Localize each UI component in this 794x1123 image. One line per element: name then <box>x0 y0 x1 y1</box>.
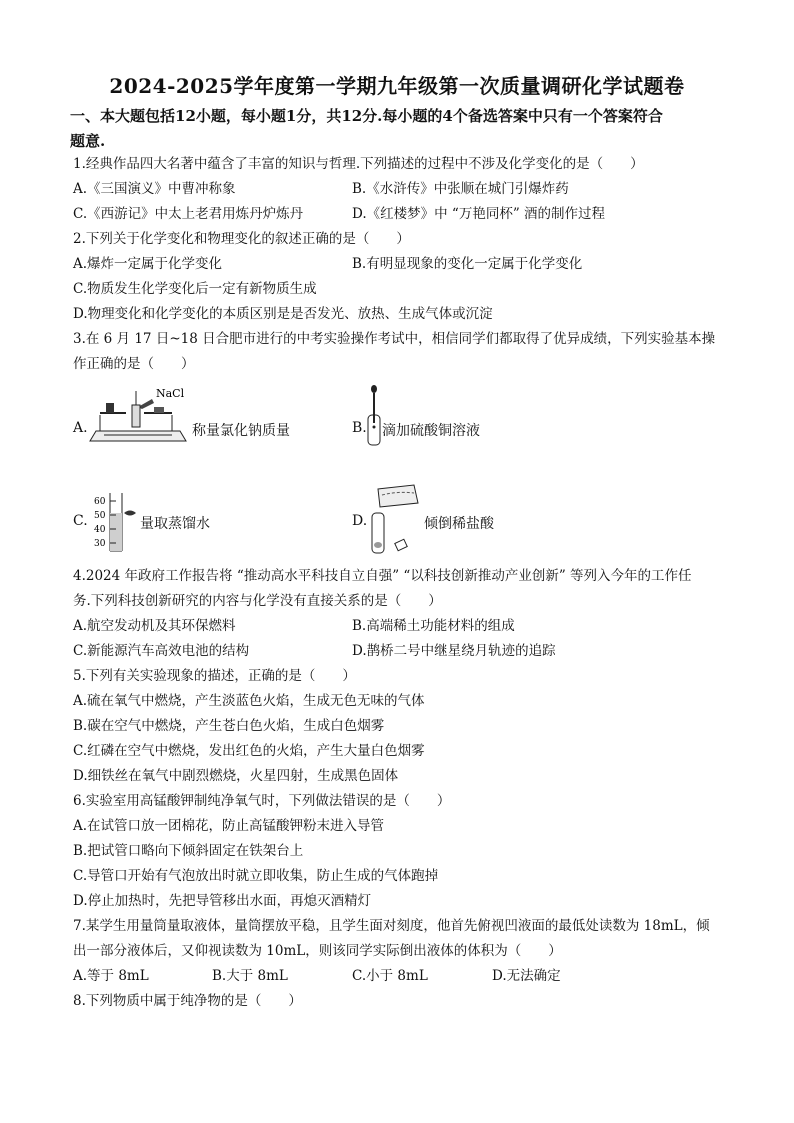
cylinder-tick-40: 40 <box>94 525 106 535</box>
q4-option-a: A.航空发动机及其环保燃料 <box>73 618 236 634</box>
section-heading <box>70 104 730 154</box>
cylinder-tick-60: 60 <box>94 497 106 507</box>
balance-figure <box>90 385 190 445</box>
graduated-cylinder-figure <box>90 493 140 553</box>
q7-stem-line1: 7.某学生用量筒量取液体，量筒摆放平稳，且学生面对刻度，他首先俯视凹液面的最低处读数为 18mL，倾 <box>73 918 710 934</box>
q1-option-b: B.《水浒传》中张顺在城门引爆炸药 <box>352 181 569 197</box>
q2-option-c: C.物质发生化学变化后一定有新物质生成 <box>73 281 317 297</box>
q7-stem-line2: 出一部分液体后，又仰视读数为 10mL，则该同学实际倒出液体的体积为（ ） <box>73 943 562 959</box>
q5-option-a: A.硫在氧气中燃烧，产生淡蓝色火焰，生成无色无味的气体 <box>73 693 425 709</box>
q3-stem-line1: 3.在 6 月 17 日~18 日合肥市进行的中考实验操作考试中，相信同学们都取得了优异成绩，下列实验基本操 <box>73 331 716 347</box>
q2-option-d: D.物理变化和化学变化的本质区别是是否发光、放热、生成气体或沉淀 <box>73 306 493 322</box>
q4-option-d: D.鹊桥二号中继星绕月轨迹的追踪 <box>352 643 556 659</box>
q3-option-c-text: 量取蒸馏水 <box>140 516 210 532</box>
q1-option-a: A.《三国演义》中曹冲称象 <box>73 181 236 197</box>
q4-stem-line1: 4.2024 年政府工作报告将 “推动高水平科技自立自强” “以科技创新推动产业创新” 等列入今年的工作任 <box>73 568 692 584</box>
q5-option-b: B.碳在空气中燃烧，产生苍白色火焰，生成白色烟雾 <box>73 718 385 734</box>
q3-option-d-label: D. <box>352 513 368 529</box>
cylinder-tick-30: 30 <box>94 539 106 549</box>
q2-option-b: B.有明显现象的变化一定属于化学变化 <box>352 256 583 272</box>
section-heading-line1: 一、本大题包括12小题，每小题1分，共12分.每小题的4个备选答案中只有一个答案符合 <box>70 107 663 125</box>
q1-option-c: C.《西游记》中太上老君用炼丹炉炼丹 <box>73 206 304 222</box>
dropper-figure <box>364 385 384 445</box>
q4-stem-line2: 务.下列科技创新研究的内容与化学没有直接关系的是（ ） <box>73 593 442 609</box>
q5-option-c: C.红磷在空气中燃烧，发出红色的火焰，产生大量白色烟雾 <box>73 743 425 759</box>
q8-stem: 8.下列物质中属于纯净物的是（ ） <box>73 993 302 1009</box>
eye-icon <box>124 511 136 516</box>
q3-option-a-text: 称量氯化钠质量 <box>192 423 290 439</box>
q6-option-a: A.在试管口放一团棉花，防止高锰酸钾粉末进入导管 <box>73 818 385 834</box>
q6-option-d: D.停止加热时，先把导管移出水面，再熄灭酒精灯 <box>73 893 372 909</box>
pouring-figure <box>368 485 420 555</box>
q3-option-b-text: 滴加硫酸铜溶液 <box>382 423 480 439</box>
q3-option-d-text: 倾倒稀盐酸 <box>424 516 494 532</box>
q6-option-c: C.导管口开始有气泡放出时就立即收集，防止生成的气体跑掉 <box>73 868 439 884</box>
q1-option-d: D.《红楼梦》中 “万艳同杯” 酒的制作过程 <box>352 206 606 222</box>
q2-stem: 2.下列关于化学变化和物理变化的叙述正确的是（ ） <box>73 231 410 247</box>
q3-stem-line2: 作正确的是（ ） <box>73 356 195 372</box>
q3-option-c-label: C. <box>73 513 88 529</box>
cylinder-tick-50: 50 <box>94 511 106 521</box>
q6-option-b: B.把试管口略向下倾斜固定在铁架台上 <box>73 843 304 859</box>
section-heading-line2: 题意. <box>70 132 106 150</box>
q2-option-a: A.爆炸一定属于化学变化 <box>73 256 223 272</box>
q5-stem: 5.下列有关实验现象的描述，正确的是（ ） <box>73 668 356 684</box>
q7-option-b: B.大于 8mL <box>212 968 288 984</box>
q5-option-d: D.细铁丝在氧气中剧烈燃烧，火星四射，生成黑色固体 <box>73 768 399 784</box>
nacl-label: NaCl <box>156 387 185 400</box>
q1-stem: 1.经典作品四大名著中蕴含了丰富的知识与哲理.下列描述的过程中不涉及化学变化的是（ ） <box>73 156 644 172</box>
q4-option-b: B.高端稀土功能材料的组成 <box>352 618 515 634</box>
q7-option-d: D.无法确定 <box>492 968 561 984</box>
exam-title: 2024-2025学年度第一学期九年级第一次质量调研化学试题卷 <box>109 74 685 98</box>
q6-stem: 6.实验室用高锰酸钾制纯净氧气时，下列做法错误的是（ ） <box>73 793 451 809</box>
q7-option-c: C.小于 8mL <box>352 968 428 984</box>
q7-option-a: A.等于 8mL <box>73 968 149 984</box>
q3-option-b-label: B. <box>352 420 367 436</box>
q4-option-c: C.新能源汽车高效电池的结构 <box>73 643 250 659</box>
q3-option-a-label: A. <box>73 420 88 436</box>
